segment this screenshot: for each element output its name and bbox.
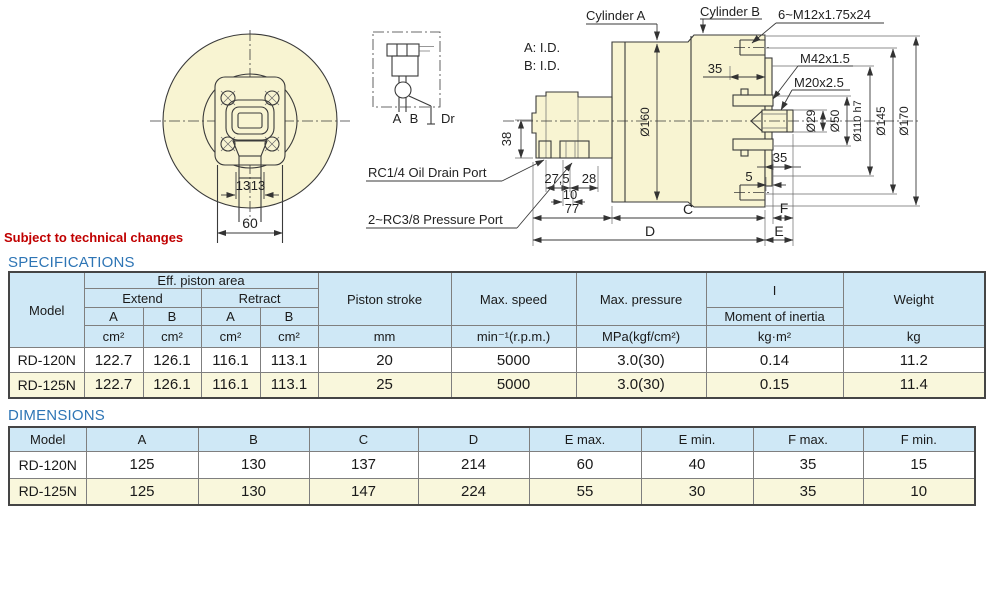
column-header-a: A	[201, 308, 260, 326]
table-row	[9, 373, 985, 398]
table-cell: 122.7	[84, 373, 143, 398]
technical-drawing	[0, 0, 988, 262]
dim-label-dia160: Ø160	[638, 107, 652, 137]
column-header-b: B	[143, 308, 201, 326]
specifications-title: SPECIFICATIONS	[8, 254, 135, 271]
schematic-drain-label: Dr	[441, 111, 455, 126]
oil-drain-port-label: RC1/4 Oil Drain Port	[368, 165, 487, 180]
table-cell: 55	[529, 478, 641, 505]
cylinder-b-label: Cylinder B	[700, 4, 760, 19]
table-cell: RD-120N	[9, 451, 86, 478]
unit-cell: min⁻¹(r.p.m.)	[451, 326, 576, 348]
specifications-table	[8, 271, 986, 399]
dim-label-dia170: Ø170	[897, 106, 911, 136]
dim-label-60: 60	[242, 215, 258, 231]
column-header-model: Model	[9, 272, 84, 348]
table-cell: 15	[863, 451, 975, 478]
table-cell: 20	[318, 348, 451, 373]
column-header: D	[418, 427, 529, 451]
dim-label-5: 5	[745, 169, 753, 184]
table-cell: 125	[86, 478, 198, 505]
column-header: B	[198, 427, 309, 451]
table-cell: 113.1	[260, 348, 318, 373]
table-cell: 126.1	[143, 348, 201, 373]
column-header: Model	[9, 427, 86, 451]
hydraulic-schematic	[373, 32, 455, 126]
column-header-eff-piston-area: Eff. piston area	[84, 272, 318, 289]
unit-cell: cm²	[260, 326, 318, 348]
unit-cell: MPa(kgf/cm²)	[576, 326, 706, 348]
dim-label-13-right: 13	[250, 178, 266, 193]
bolt-spec-label: 6~M12x1.75x24	[778, 7, 871, 22]
table-cell: 0.14	[706, 348, 843, 373]
dim-label-dia29: Ø29	[804, 109, 818, 133]
table-cell: 30	[641, 478, 753, 505]
dim-label-27-5: 27,5	[544, 171, 570, 186]
table-cell: 35	[753, 451, 863, 478]
table-cell: 11.2	[843, 348, 985, 373]
dimensions-table	[8, 426, 976, 506]
column-header-inertia-label: Moment of inertia	[706, 308, 843, 326]
column-header: C	[309, 427, 418, 451]
column-header-retract: Retract	[201, 289, 318, 308]
table-cell: 25	[318, 373, 451, 398]
table-cell: 5000	[451, 348, 576, 373]
column-header-inertia-symbol: I	[706, 272, 843, 308]
table-cell: 130	[198, 478, 309, 505]
id-b-label: B: I.D.	[524, 58, 561, 73]
unit-cell: kg	[843, 326, 985, 348]
dim-label-35-front: 35	[772, 150, 788, 165]
table-row	[9, 348, 985, 373]
table-cell: 137	[309, 451, 418, 478]
dim-label-77: 77	[564, 201, 580, 216]
dim-label-28: 28	[581, 171, 597, 186]
column-header-max-speed: Max. speed	[451, 272, 576, 326]
dim-label-D: D	[644, 223, 656, 239]
table-cell: 130	[198, 451, 309, 478]
column-header: E max.	[529, 427, 641, 451]
table-cell: 126.1	[143, 373, 201, 398]
column-header: A	[86, 427, 198, 451]
table-cell: 40	[641, 451, 753, 478]
table-cell: 11.4	[843, 373, 985, 398]
table-cell: 3.0(30)	[576, 348, 706, 373]
schematic-port-a-label: A	[392, 111, 402, 126]
table-cell: 113.1	[260, 373, 318, 398]
column-header-a: A	[84, 308, 143, 326]
column-header: F max.	[753, 427, 863, 451]
unit-cell: kg·m²	[706, 326, 843, 348]
table-cell: 3.0(30)	[576, 373, 706, 398]
table-cell: 214	[418, 451, 529, 478]
dim-label-dia110: Ø110 h7	[852, 100, 864, 142]
schematic-port-b-label: B	[409, 111, 419, 126]
table-cell: 116.1	[201, 373, 260, 398]
table-cell: 147	[309, 478, 418, 505]
id-a-label: A: I.D.	[524, 40, 561, 55]
dim-label-13-left: 13	[235, 178, 251, 193]
table-cell: 10	[863, 478, 975, 505]
cylinder-a-label: Cylinder A	[586, 8, 646, 23]
table-cell: 116.1	[201, 348, 260, 373]
column-header-extend: Extend	[84, 289, 201, 308]
table-cell: 125	[86, 451, 198, 478]
table-cell: RD-125N	[9, 373, 84, 398]
table-cell: 35	[753, 478, 863, 505]
unit-cell: cm²	[84, 326, 143, 348]
column-header: E min.	[641, 427, 753, 451]
column-header-max-pressure: Max. pressure	[576, 272, 706, 326]
technical-changes-note: Subject to technical changes	[4, 230, 184, 245]
thread-m20-label: M20x2.5	[794, 75, 844, 90]
dim-label-C: C	[682, 201, 694, 217]
table-row	[9, 326, 985, 348]
table-row	[9, 451, 975, 478]
dim-label-38: 38	[499, 131, 514, 147]
table-row	[9, 478, 975, 505]
table-row	[9, 427, 975, 451]
pressure-port-label: 2~RC3/8 Pressure Port	[368, 212, 503, 227]
column-header-weight: Weight	[843, 272, 985, 326]
dim-label-dia50: Ø50	[828, 109, 842, 133]
dim-label-10: 10	[562, 187, 578, 202]
table-cell: 122.7	[84, 348, 143, 373]
dim-label-F: F	[779, 200, 789, 216]
table-cell: 5000	[451, 373, 576, 398]
table-cell: 0.15	[706, 373, 843, 398]
dim-label-35-top: 35	[707, 61, 723, 76]
unit-cell: cm²	[201, 326, 260, 348]
table-row	[9, 272, 985, 289]
column-header: F min.	[863, 427, 975, 451]
column-header-piston-stroke: Piston stroke	[318, 272, 451, 326]
thread-m42-label: M42x1.5	[800, 51, 850, 66]
front-view	[150, 30, 350, 243]
unit-cell: mm	[318, 326, 451, 348]
dimensions-title: DIMENSIONS	[8, 407, 106, 424]
table-cell: RD-125N	[9, 478, 86, 505]
table-cell: 224	[418, 478, 529, 505]
table-cell: RD-120N	[9, 348, 84, 373]
unit-cell: cm²	[143, 326, 201, 348]
dim-label-dia145: Ø145	[874, 106, 888, 136]
column-header-b: B	[260, 308, 318, 326]
dim-label-E: E	[774, 223, 784, 239]
table-cell: 60	[529, 451, 641, 478]
